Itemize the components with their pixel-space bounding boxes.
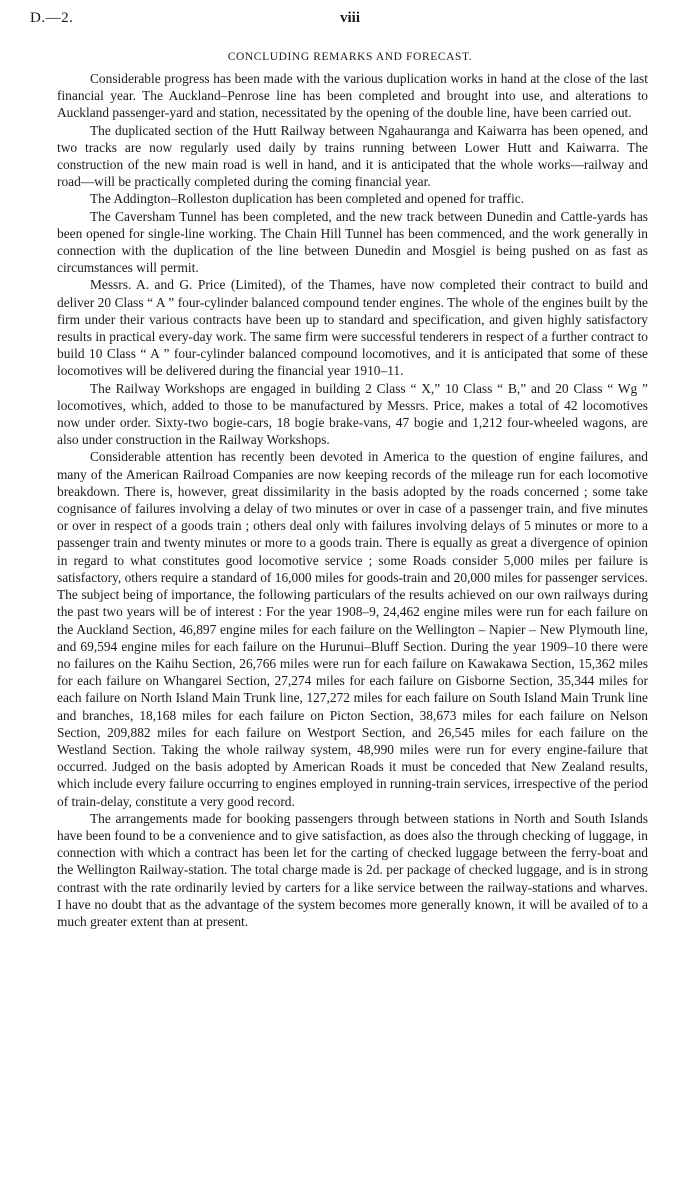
paragraph-caversham-tunnel: The Caversham Tunnel has been completed, and the new track between Dunedin and Cattle-yards has been opened for single-line working. The Chain Hill Tunnel has been commenced, and the work generally in connection with the duplication of the line between Dunedin and Mosgiel is being pushed on as fast as circumstances will permit. xyxy=(57,208,648,276)
page-number: viii xyxy=(339,10,360,26)
paragraph-railway-workshops: The Railway Workshops are engaged in building 2 Class “ X,” 10 Class “ B,” and 20 Class “ Wg ” locomotives, which, added to those to be manufactured by Messrs. Price, makes a total of 42 locomotives now under order. Sixty-two bogie-cars, 18 bogie brake-vans, 47 bogie and 1,212 four-wheeled wagons, are also under construction in the Railway Workshops. xyxy=(57,380,648,448)
paragraph-price-contract: Messrs. A. and G. Price (Limited), of the Thames, have now completed their contract to build and deliver 20 Class “ A ” four-cylinder balanced compound tender engines. The whole of the engines built by the firm under their various contracts have been up to standard and specification, and given highly satisfactory results in practical every-day work. The same firm were successful tenderers in respect of a further contract to build 10 Class “ A ” four-cylinder balanced compound locomotives, and it is anticipated that some of these locomotives will be delivered during the financial year 1910–11. xyxy=(57,277,648,379)
running-header xyxy=(30,10,670,30)
paragraph-hutt-railway: The duplicated section of the Hutt Railway between Ngahauranga and Kaiwarra has been opened, and two tracks are now regularly used daily by trains running between Lower Hutt and Kaiwarra. The construction of the new main road is well in hand, and it is anticipated that the whole works—railway and road—will be practically completed during the coming financial year. xyxy=(57,122,648,190)
paragraph-duplication-progress: Considerable progress has been made with the various duplication works in hand at the close of the last financial year. The Auckland–Penrose line has been completed and brought into use, and alterations to Auckland passenger-yard and station, necessitated by the opening of the double line, have been carried out. xyxy=(57,71,648,121)
paragraph-engine-failures: Considerable attention has recently been devoted in America to the question of engine failures, and many of the American Railroad Companies are now keeping records of the mileage run for each locomotive breakdown. There is, however, great dissimilarity in the basis adopted by the roads concerned ; some take cognisance of failures involving a delay of two minutes or over in case of a passenger train, and five minutes or over in respect of a goods train ; others deal only with failures involving delays of 5 minutes or more to a passenger train and twenty minutes or more to a goods train. There is equally as great a divergence of opinion in regard to what constitutes good locomotive service ; some Roads consider 5,000 miles per failure is satisfactory, others require a standard of 16,000 miles for goods-train and 20,000 miles for passenger services. The subject being of importance, the following particulars of the results achieved on our own railways during the past two years will be of interest : For the year 1908–9, 24,462 engine miles were run for each failure on the Auckland Section, 46,897 engine miles for each failure on the Wellington – Napier – New Plymouth line, and 69,594 engine miles for each failure on the Hurunui–Bluff Section. During the year 1909–10 there were no failures on the Kaihu Section, 26,766 miles were run for each failure on Kawakawa Section, 15,362 miles for each failure on Whangarei Section, 27,274 miles for each failure on Gisborne Section, 35,344 miles for each failure on North Island Main Trunk line, 127,272 miles for each failure on South Island Main Trunk line and branches, 18,168 miles for each failure on Picton Section, 38,673 miles for each failure on Nelson Section, 209,882 miles for each failure on Westport Section, and 26,545 miles for each failure on the Westland Section. Taking the whole railway system, 48,990 miles were run for every engine-failure that occurred. Judged on the basis adopted by American Roads it must be conceded that New Zealand results, which include every failure occurring to engines employed in running-train services, irrespective of the period of train-delay, constitute a very good record. xyxy=(57,449,648,809)
document-reference: D.—2. xyxy=(30,10,74,26)
section-heading: CONCLUDING REMARKS AND FORECAST. xyxy=(227,51,473,63)
paragraph-addington-rolleston: The Addington–Rolleston duplication has been completed and opened for traffic. xyxy=(90,191,525,207)
paragraph-passenger-booking: The arrangements made for booking passengers through between stations in North and South Islands have been found to be a convenience and to give satisfaction, as does also the through checking of luggage, in connection with which a contract has been let for the carting of checked luggage between the ferry-boat and the Wellington Railway-station. The total charge made is 2d. per package of checked luggage, and is in strong contrast with the rate ordinarily levied by carters for a like service between the railway-stations and wharves. I have no doubt that as the advantage of the system becomes more generally known, it will be availed of to a much greater extent than at present. xyxy=(57,810,648,929)
body-text xyxy=(57,70,648,930)
